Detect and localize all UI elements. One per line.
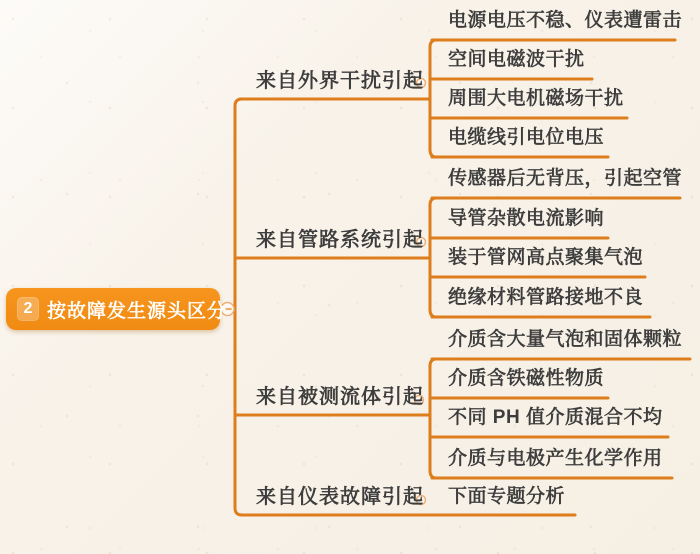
leaf-node[interactable]: 不同 PH 值介质混合不均	[448, 407, 663, 428]
leaf-node[interactable]: 下面专题分析	[448, 486, 566, 507]
leaf-node[interactable]: 电缆线引电位电压	[448, 127, 605, 148]
leaf-node[interactable]: 绝缘材料管路接地不良	[448, 287, 644, 308]
root-node-label: 按故障发生源头区分	[47, 300, 228, 322]
leaf-node[interactable]: 电源电压不稳、仪表遭雷击	[448, 10, 683, 31]
leaf-node[interactable]: 介质与电极产生化学作用	[448, 448, 663, 469]
root-number-badge: 2	[17, 297, 39, 321]
leaf-node[interactable]: 装于管网高点聚集气泡	[448, 247, 644, 268]
branch-node-external-interference[interactable]: 来自外界干扰引起	[256, 70, 424, 92]
leaf-node[interactable]: 周围大电机磁场干扰	[448, 88, 624, 109]
leaf-node[interactable]: 传感器后无背压，引起空管	[448, 168, 683, 189]
branch-node-piping-system[interactable]: 来自管路系统引起	[256, 229, 424, 251]
leaf-node[interactable]: 介质含铁磁性物质	[448, 368, 605, 389]
leaf-node[interactable]: 导管杂散电流影响	[448, 208, 605, 229]
leaf-node[interactable]: 空间电磁波干扰	[448, 49, 585, 70]
leaf-node[interactable]: 介质含大量气泡和固体颗粒	[448, 329, 683, 350]
branch-node-instrument-fault[interactable]: 来自仪表故障引起	[256, 486, 424, 508]
root-node[interactable]	[6, 288, 228, 330]
branch-node-measured-fluid[interactable]: 来自被测流体引起	[256, 386, 424, 408]
